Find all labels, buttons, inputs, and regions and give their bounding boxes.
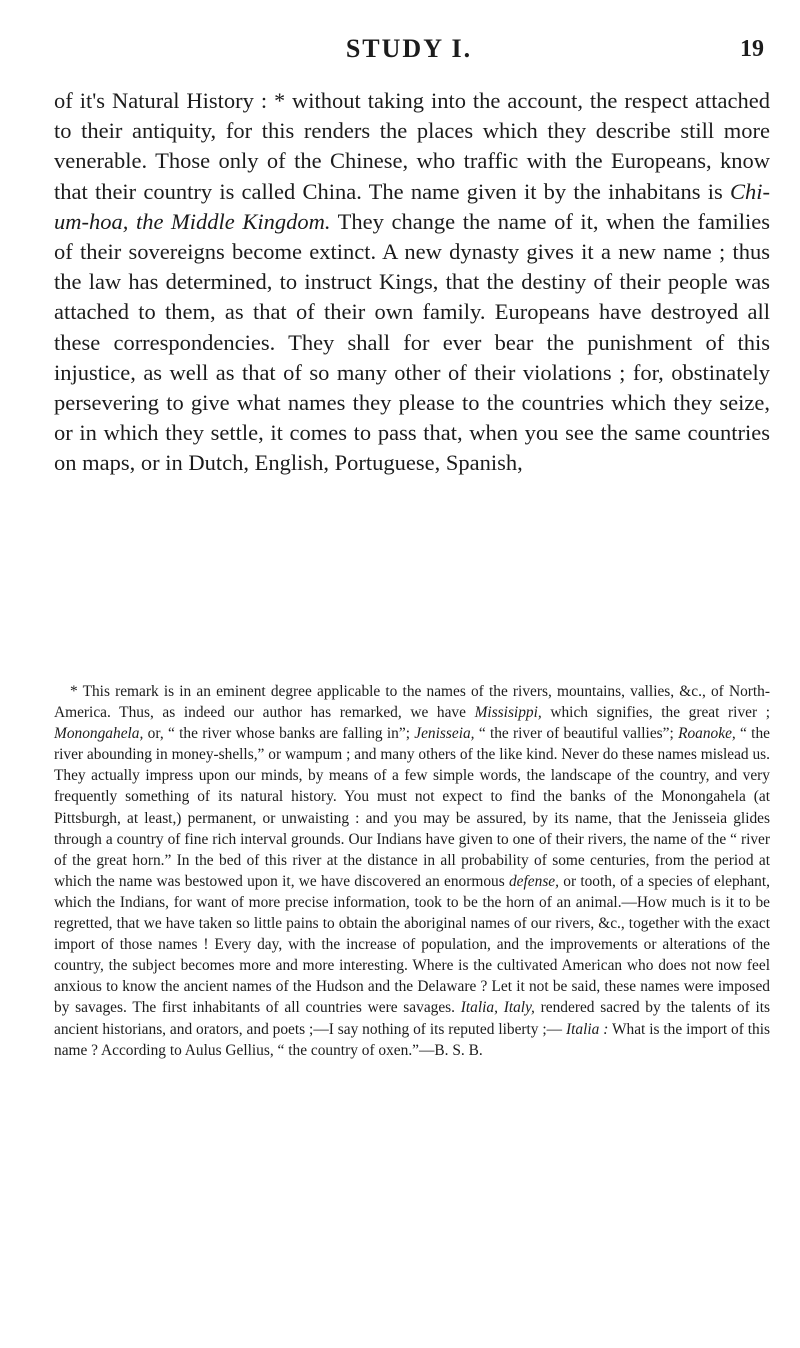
running-head xyxy=(54,34,764,70)
footnote-italic: Monongahela, xyxy=(54,725,144,743)
body-italic-name: Chi-um-hoa, the Middle Kingdom. xyxy=(54,178,770,234)
page-number: 19 xyxy=(740,36,764,62)
footnote-italic: Roanoke, xyxy=(678,725,736,743)
footnote-segment: or tooth, of a species of elephant, which the Indians, for want of more precise information, took to be the horn of an animal.—How much is it to be regretted, that we have taken so little pains to obtain the aboriginal names of our rivers, &c., together with the exact import of those names ! Every day, with the increase of population, and the improvements or alterations of the country, the subject becomes more and more interesting. Where is the cultivated American who does not now feel anxious to know the ancient names of the Hudson and the Delaware ? Let it not be said, these names were imposed by savages. The first inhabitants of all countries were savages. xyxy=(54,872,770,1017)
main-paragraph xyxy=(54,86,770,479)
footnote-segment: rendered sacred by the talents of its ancient historians, and orators, and poets ;—I say nothing of its reputed liberty ;— xyxy=(54,999,770,1038)
footnote-italic: Italia, Italy, xyxy=(460,999,535,1017)
footnote-italic: Jenisseia, xyxy=(414,725,475,743)
footnote xyxy=(54,681,770,1061)
footnote-italic: Missisippi, xyxy=(474,704,542,722)
footnote-italic: Italia : xyxy=(565,1020,609,1038)
body-text-segment: They change the name of it, when the families of their sovereigns become extinct. A new dynasty gives it a new name ; thus the law has determined, to instruct Kings, that the destiny of their people was attached to them, as that of their own family. Europeans have destroyed all these correspondencies. They shall for ever bear the punishment of this injustice, as well as that of so many other of their violations ; for, obstinately persevering to give what names they please to the countries which they seize, or in which they settle, it comes to pass that, when you see the same countries on maps, or in Dutch, English, Portuguese, Spanish, xyxy=(54,208,770,476)
footnote-segment: “ the river abounding in money-shells,” or wampum ; and many others of the like kind. Never do these names mislead us. They actually impress upon our minds, by means of a few simple words, the landscape of the country, and very frequently something of its natural history. You must not expect to find the banks of the Monongahela (at Pittsburgh, at least,) permanent, or unwaisting : and you may be assured, by its name, that the Jenisseia glides through a country of fine rich interval grounds. Our Indians have given to one of their rivers, the name of the “ river of the great horn.” In the bed of this river at the distance in all probability of some centuries, from the period at which the name was bestowed upon it, we have discovered an enormous xyxy=(54,725,770,890)
body-text-segment: without taking into the account, the respect attached to their antiquity, for this renders the places which they describe still more venerable. Those only of the Chinese, who traffic with the Europeans, know that their country is called China. The name given it by the inhabitans is xyxy=(54,88,770,204)
footnote-segment: which signifies, the great river ; xyxy=(541,704,770,722)
body-text-segment: of it's Natural History : xyxy=(54,88,275,113)
footnote-segment: What is the import of this name ? According to Aulus Gellius, “ the country of oxen.”—B. S. B. xyxy=(54,1020,770,1059)
running-title: STUDY I. xyxy=(345,34,473,63)
footnote-marker: * xyxy=(274,88,286,113)
footnote-segment: * This remark is in an eminent degree applicable to the names of the rivers, mountains, vallies, &c., of North-America. Thus, as indeed our author has remarked, we have xyxy=(54,683,770,722)
footnote-segment: “ the river of beautiful vallies”; xyxy=(474,725,679,743)
footnote-italic: defense, xyxy=(508,872,559,890)
footnote-segment: or, “ the river whose banks are falling in”; xyxy=(143,725,415,743)
